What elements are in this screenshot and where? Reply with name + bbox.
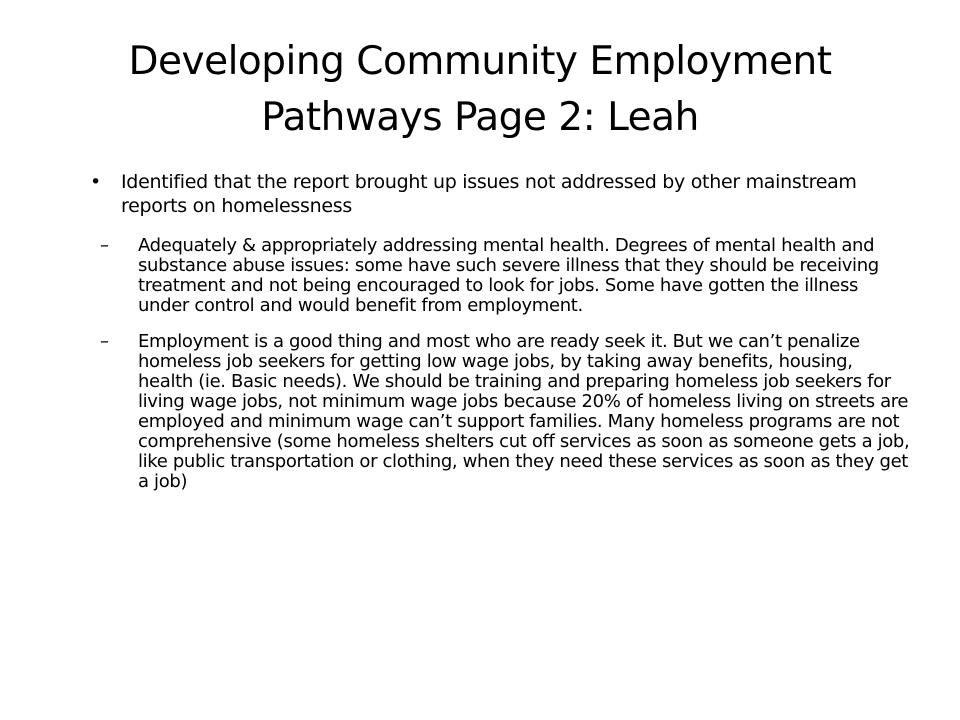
- sub-bullet-text: Adequately & appropriately addressing mental health. Degrees of mental health and substance abuse issues: some have such severe illness that they should be receiving treatment and not being encouraged to look for jobs. Some have gotten the illness under control and would benefit from employment.: [138, 235, 879, 316]
- slide-title: [48, 34, 912, 146]
- sub-bullet-item: [90, 236, 910, 316]
- slide-body: [90, 170, 910, 508]
- slide-title-line-2: Pathways Page 2: Leah: [261, 95, 699, 140]
- sub-bullet-text: Employment is a good thing and most who are ready seek it. But we can’t penalize homeless job seekers for getting low wage jobs, by taking away benefits, housing, health (ie. Basic needs). We should be training and preparing homeless job seekers for living wage jobs, not minimum wage jobs because 20% of homeless living on streets are employed and minimum wage can’t support families. Many homeless programs are not comprehensive (some homeless shelters cut off services as soon as someone gets a job, like public transportation or clothing, when they need these services as soon as they get a job): [138, 331, 910, 492]
- sub-bullet-item: [90, 332, 910, 492]
- bullet-marker: •: [90, 171, 101, 193]
- sub-bullet-list: [90, 236, 910, 492]
- sub-bullet-marker: –: [100, 235, 109, 256]
- slide-title-line-1: Developing Community Employment: [128, 39, 832, 84]
- bullet-item: [90, 170, 910, 218]
- bullet-text: Identified that the report brought up issues not addressed by other mainstream reports on homelessness: [121, 171, 857, 217]
- sub-bullet-marker: –: [100, 331, 109, 352]
